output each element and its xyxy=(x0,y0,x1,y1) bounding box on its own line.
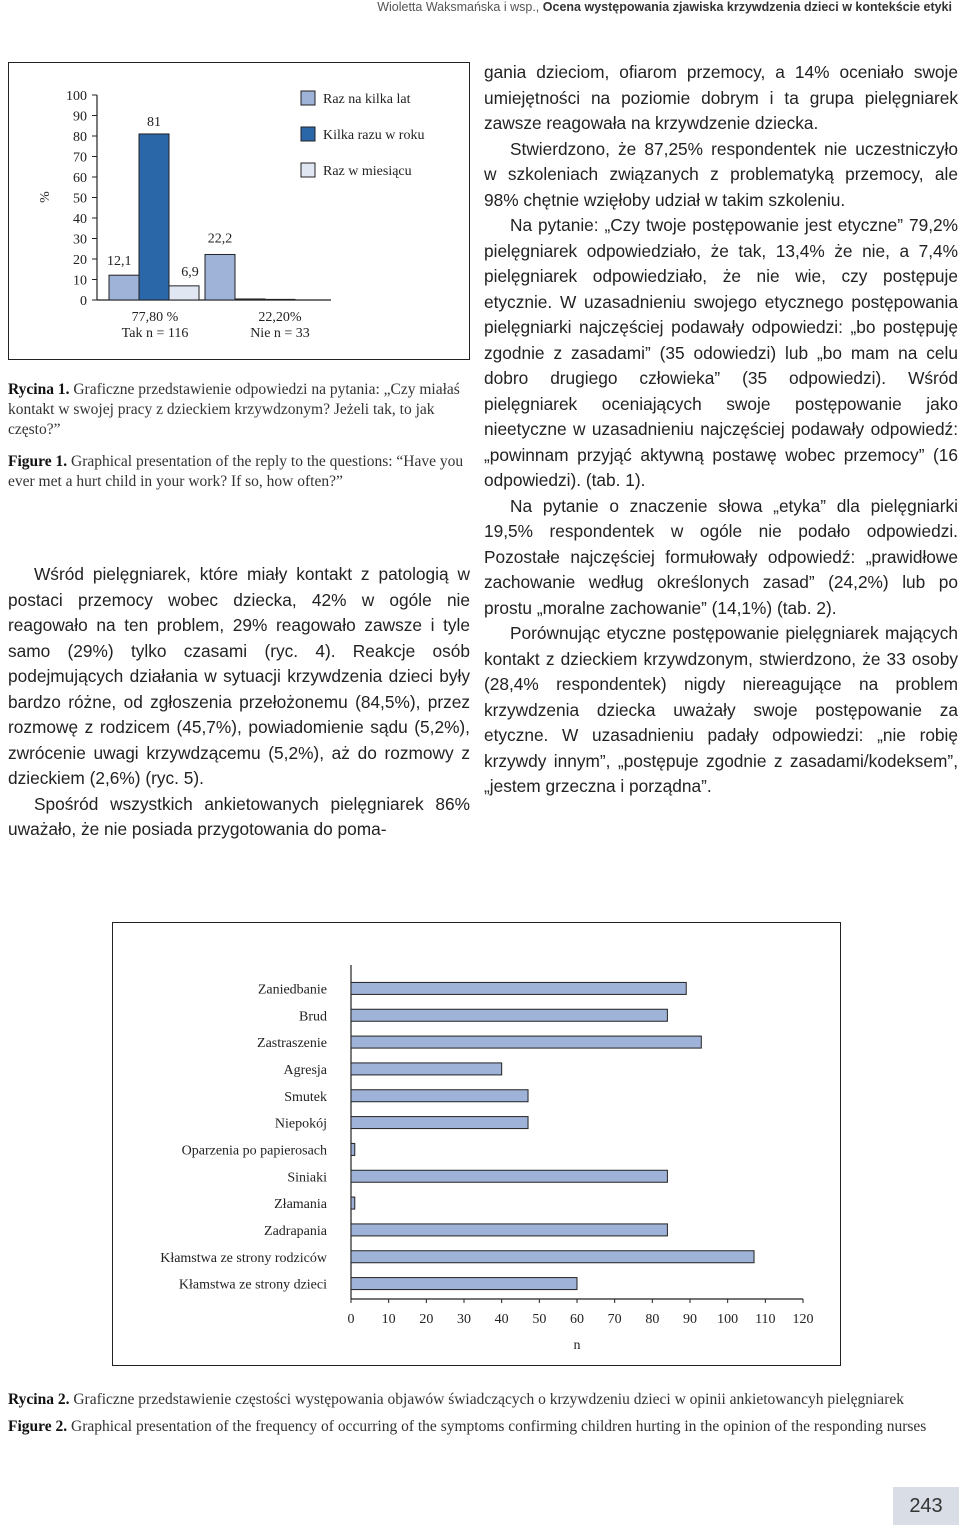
bar-2-1 xyxy=(139,134,169,300)
left-column-text xyxy=(8,562,470,843)
figure-2-text-en: Graphical presentation of the frequency of occurring of the symptoms confirming children hurting in the opinion of the responding nurses xyxy=(71,1418,927,1435)
legend-label: Kilka razu w roku xyxy=(323,128,425,143)
x-tick-label: 90 xyxy=(683,1312,697,1327)
bar-5 xyxy=(351,1090,528,1102)
figure-1-caption-en xyxy=(8,452,468,492)
bar-7 xyxy=(351,1143,355,1155)
figure-2-label-en: Figure 2. xyxy=(8,1418,68,1435)
x-tick-label: 30 xyxy=(457,1312,471,1327)
bar-6 xyxy=(351,1117,528,1129)
x-axis-label: n xyxy=(573,1338,581,1353)
category-label: Siniaki xyxy=(287,1170,327,1186)
right-paragraph-4: Porównując etyczne postępowanie pielęgniarek mających kontakt z dzieckiem krzywdzonym, stwierdzono, że 33 osoby (28,4% respondentek) nigdy niereagujące na problem krzywdzenia dziecka uważały swoje postępowanie za etyczne. W uzasadnieniu padały odpowiedzi: „nie robię krzywdy innym”, „postępuje zgodnie z zasadami/kodeksem”, „jestem grzeczna i porządna”. xyxy=(484,623,958,796)
category-label: Zastraszenie xyxy=(257,1036,327,1052)
y-tick-label: 60 xyxy=(73,171,87,186)
figure-1-label-en: Figure 1. xyxy=(8,453,68,470)
category-label: Niepokój xyxy=(274,1116,327,1132)
left-paragraph-2: Spośród wszystkich ankietowanych pielęgniarek 86% uważało, że nie posiada przygotowania do poma- xyxy=(8,793,470,839)
category-label: Zaniedbanie xyxy=(257,982,327,998)
figure-1-label-pl: Rycina 1. xyxy=(8,381,70,398)
bar-1-2 xyxy=(205,254,235,300)
figure-2-caption-pl xyxy=(8,1390,960,1410)
figure-1-svg xyxy=(9,63,469,359)
left-paragraph-1: Wśród pielęgniarek, które miały kontakt z patologią w postaci przemocy wobec dziecka, 42% w ogóle nie reagowało na ten problem, 29% reagowało zawsze i tyle samo (29%) tylko czasami (ryc. 4). Reakcje osób podejmujących działania w sytuacji krzywdzenia dzieci były bardzo różne, od zgłoszenia przełożonemu (84,5%), przez rozmowę z rodzicem (45,7%), powiadomienie sądu (5,2%), zwrócenie uwagi krzywdzącemu (5,2%), aż do rozmowy z dzieckiem (2,6%) (ryc. 5). xyxy=(8,564,470,788)
y-tick-label: 50 xyxy=(73,191,87,207)
y-tick-label: 80 xyxy=(73,130,87,145)
category-label: Kłamstwa ze strony dzieci xyxy=(178,1277,327,1293)
group-label-pct: 22,20% xyxy=(258,310,302,325)
y-tick-label: 30 xyxy=(73,232,87,248)
header-authors: Wioletta Waksmańska i wsp., xyxy=(377,0,540,14)
x-tick-label: 10 xyxy=(381,1312,396,1327)
running-header xyxy=(377,0,952,14)
legend-label: Raz w miesiącu xyxy=(323,164,412,179)
right-paragraph-1: Stwierdzono, że 87,25% respondentek nie uczestniczyło w szkoleniach związanych z problematyką przemocy, ale 98% chętnie wzięłoby udział w takim szkoleniu. xyxy=(484,138,958,210)
figure-1-text-pl: Graficzne przedstawienie odpowiedzi na pytania: „Czy miałaś kontakt w swojej pracy z dzieckiem krzywdzonym? Jeżeli tak, to jak często?” xyxy=(8,381,460,438)
group-label-n: Tak n = 116 xyxy=(121,326,189,341)
y-tick-label: 90 xyxy=(73,109,87,125)
legend-swatch xyxy=(301,163,315,177)
bar-3-1 xyxy=(169,286,199,300)
x-tick-label: 70 xyxy=(607,1312,622,1327)
bar-2-2 xyxy=(235,299,265,300)
figure-2-chart xyxy=(112,922,841,1366)
x-tick-label: 120 xyxy=(792,1312,814,1327)
category-label: Smutek xyxy=(284,1089,327,1105)
category-label: Zadrapania xyxy=(264,1223,327,1239)
x-tick-label: 20 xyxy=(419,1312,434,1327)
group-label-n: Nie n = 33 xyxy=(250,326,310,341)
x-tick-label: 110 xyxy=(755,1312,776,1327)
y-axis-label: % xyxy=(38,191,53,203)
x-tick-label: 0 xyxy=(347,1312,355,1327)
bar-1-1 xyxy=(109,275,139,300)
data-label: 12,1 xyxy=(107,254,132,270)
bar-12 xyxy=(351,1278,577,1290)
bar-10 xyxy=(351,1224,667,1236)
figure-2-text-pl: Graficzne przedstawienie częstości występowania objawów świadczących o krzywdzeniu dzieci w opinii ankietowancyh pielęgniarek xyxy=(73,1391,904,1408)
bar-3-2 xyxy=(265,299,295,300)
header-title: Ocena występowania zjawiska krzywdzenia dzieci w kontekście etyki xyxy=(542,0,952,14)
bar-2 xyxy=(351,1009,667,1021)
y-tick-label: 100 xyxy=(66,89,87,104)
data-label: 81 xyxy=(147,114,161,130)
right-paragraph-3: Na pytanie o znaczenie słowa „etyka” dla pielęgniarki 19,5% respondentek w ogóle nie podało odpowiedzi. Pozostałe najczęściej formułowały odpowiedź: „prawidłowe zachowanie według określonych zasad” (24,2%) lub po prostu „moralne zachowanie” (14,1%) (tab. 2). xyxy=(484,495,958,618)
data-label: 6,9 xyxy=(181,264,199,280)
bar-1 xyxy=(351,982,686,994)
x-tick-label: 50 xyxy=(532,1312,547,1327)
x-tick-label: 60 xyxy=(570,1312,584,1327)
figure-1-caption-pl xyxy=(8,380,468,440)
y-tick-label: 20 xyxy=(73,253,87,268)
bar-8 xyxy=(351,1170,667,1182)
x-tick-label: 100 xyxy=(717,1312,739,1327)
x-tick-label: 40 xyxy=(494,1312,509,1327)
bar-3 xyxy=(351,1036,701,1048)
right-paragraph-2: Na pytanie: „Czy twoje postępowanie jest etyczne” 79,2% pielęgniarek odpowiedziało, że tak, 13,4% że nie, a 7,4% pielęgniarek odpowiedziało, że nie wie, czy postępuje etycznie. W uzasadnieniu swojego etycznego postępowania pielęgniarki najczęściej podawały odpowiedzi: „bo postępuję zgodnie z zasadami” (35 odowiedzi) lub „bo mam na celu dobro drugiego człowieka” (35 odpowiedzi). Wśród pielęgniarek oceniających swoje postępowanie jako nieetyczne w uzasadnieniu najczęściej podawały odpowiedź: „powinnam przyjąć aktywną postawę wobec przemocy” (16 odpowiedzi). (tab. 1). xyxy=(484,215,958,490)
category-label: Kłamstwa ze strony rodziców xyxy=(160,1250,327,1266)
figure-2-caption-en xyxy=(8,1417,960,1437)
x-tick-label: 80 xyxy=(645,1312,660,1327)
y-tick-label: 0 xyxy=(80,294,87,309)
figure-2-svg xyxy=(113,923,840,1365)
category-label: Brud xyxy=(299,1009,327,1025)
bar-4 xyxy=(351,1063,502,1075)
category-label: Oparzenia po papierosach xyxy=(181,1143,327,1159)
bar-11 xyxy=(351,1251,754,1263)
legend-swatch xyxy=(301,91,315,105)
legend-label: Raz na kilka lat xyxy=(323,92,411,107)
legend-swatch xyxy=(301,127,315,141)
category-label: Agresja xyxy=(283,1062,327,1078)
right-column-text xyxy=(484,60,958,800)
figure-1-text-en: Graphical presentation of the reply to the questions: “Have you ever met a hurt child in your work? If so, how often?” xyxy=(8,453,464,490)
bar-9 xyxy=(351,1197,355,1209)
figure-1-chart xyxy=(8,62,470,360)
figure-2-label-pl: Rycina 2. xyxy=(8,1391,70,1408)
group-label-pct: 77,80 % xyxy=(131,310,179,325)
page-number: 243 xyxy=(893,1487,959,1525)
category-label: Złamania xyxy=(274,1197,327,1213)
y-tick-label: 10 xyxy=(73,273,87,289)
y-tick-label: 40 xyxy=(73,212,87,227)
data-label: 22,2 xyxy=(207,231,233,247)
right-paragraph-continued: gania dzieciom, ofiarom przemocy, a 14% oceniało swoje umiejętności na poziomie dobrym i ta grupa pielęgniarek zawsze reagowała na krzywdzenie dziecka. xyxy=(484,62,958,133)
y-tick-label: 70 xyxy=(73,150,87,166)
